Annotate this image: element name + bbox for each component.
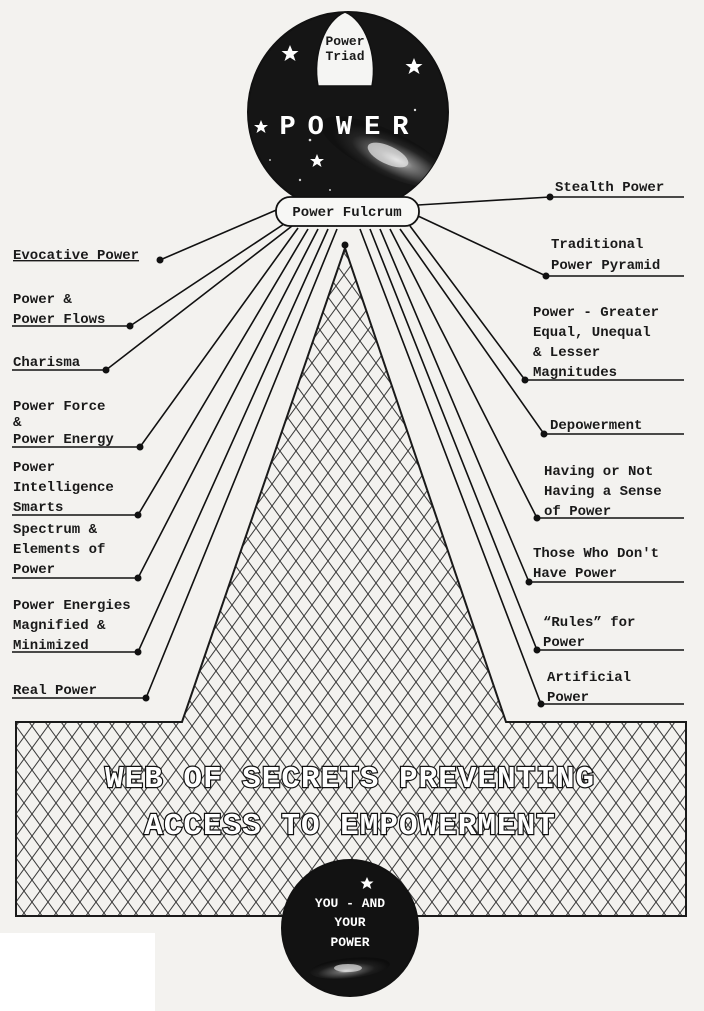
power-triad-line2: Triad [325,49,365,64]
power-orb [248,12,458,212]
label-sense-of-power: Having or Not Having a Sense of Power [544,464,662,520]
label-power-energies: Power Energies Magnified & Minimized [13,598,131,654]
label-stealth-power: Stealth Power [555,180,665,196]
power-fulcrum-label: Power Fulcrum [292,205,402,221]
label-artificial-power: Artificial Power [547,670,632,706]
power-fulcrum [276,197,419,226]
label-depowerment: Depowerment [550,418,643,434]
label-rules-for-power: “Rules” for Power [543,615,636,651]
label-spectrum: Spectrum & Elements of Power [13,522,106,578]
you-line2: YOUR [334,915,366,930]
label-traditional-pyramid: Traditional Power Pyramid [551,237,661,274]
label-power-flows: Power & Power Flows [13,292,106,328]
you-orb [282,860,418,996]
web-title-line2: ACCESS TO EMPOWERMENT [144,809,556,844]
connector-evocative [160,208,281,260]
power-title: POWER [279,113,421,143]
label-dont-have-power: Those Who Don't Have Power [533,546,660,582]
right-labels [533,180,670,706]
label-power-force: Power Force & Power Energy [13,399,114,448]
blank-patch [0,933,155,1011]
label-greater-equal: Power - Greater Equal, Unequal & Lesser Magnitudes [533,305,660,381]
label-power-intelligence: Power Intelligence Smarts [13,460,114,516]
power-triad-line1: Power [325,34,365,49]
you-line1: YOU - AND [314,896,386,911]
label-evocative-power: Evocative Power [13,248,140,264]
left-labels [13,248,139,699]
label-charisma: Charisma [13,355,81,371]
label-real-power: Real Power [13,683,98,699]
you-line3: POWER [330,935,370,950]
web-title-line1: WEB OF SECRETS PREVENTING [104,762,596,797]
connector-power-flows [12,222,287,326]
